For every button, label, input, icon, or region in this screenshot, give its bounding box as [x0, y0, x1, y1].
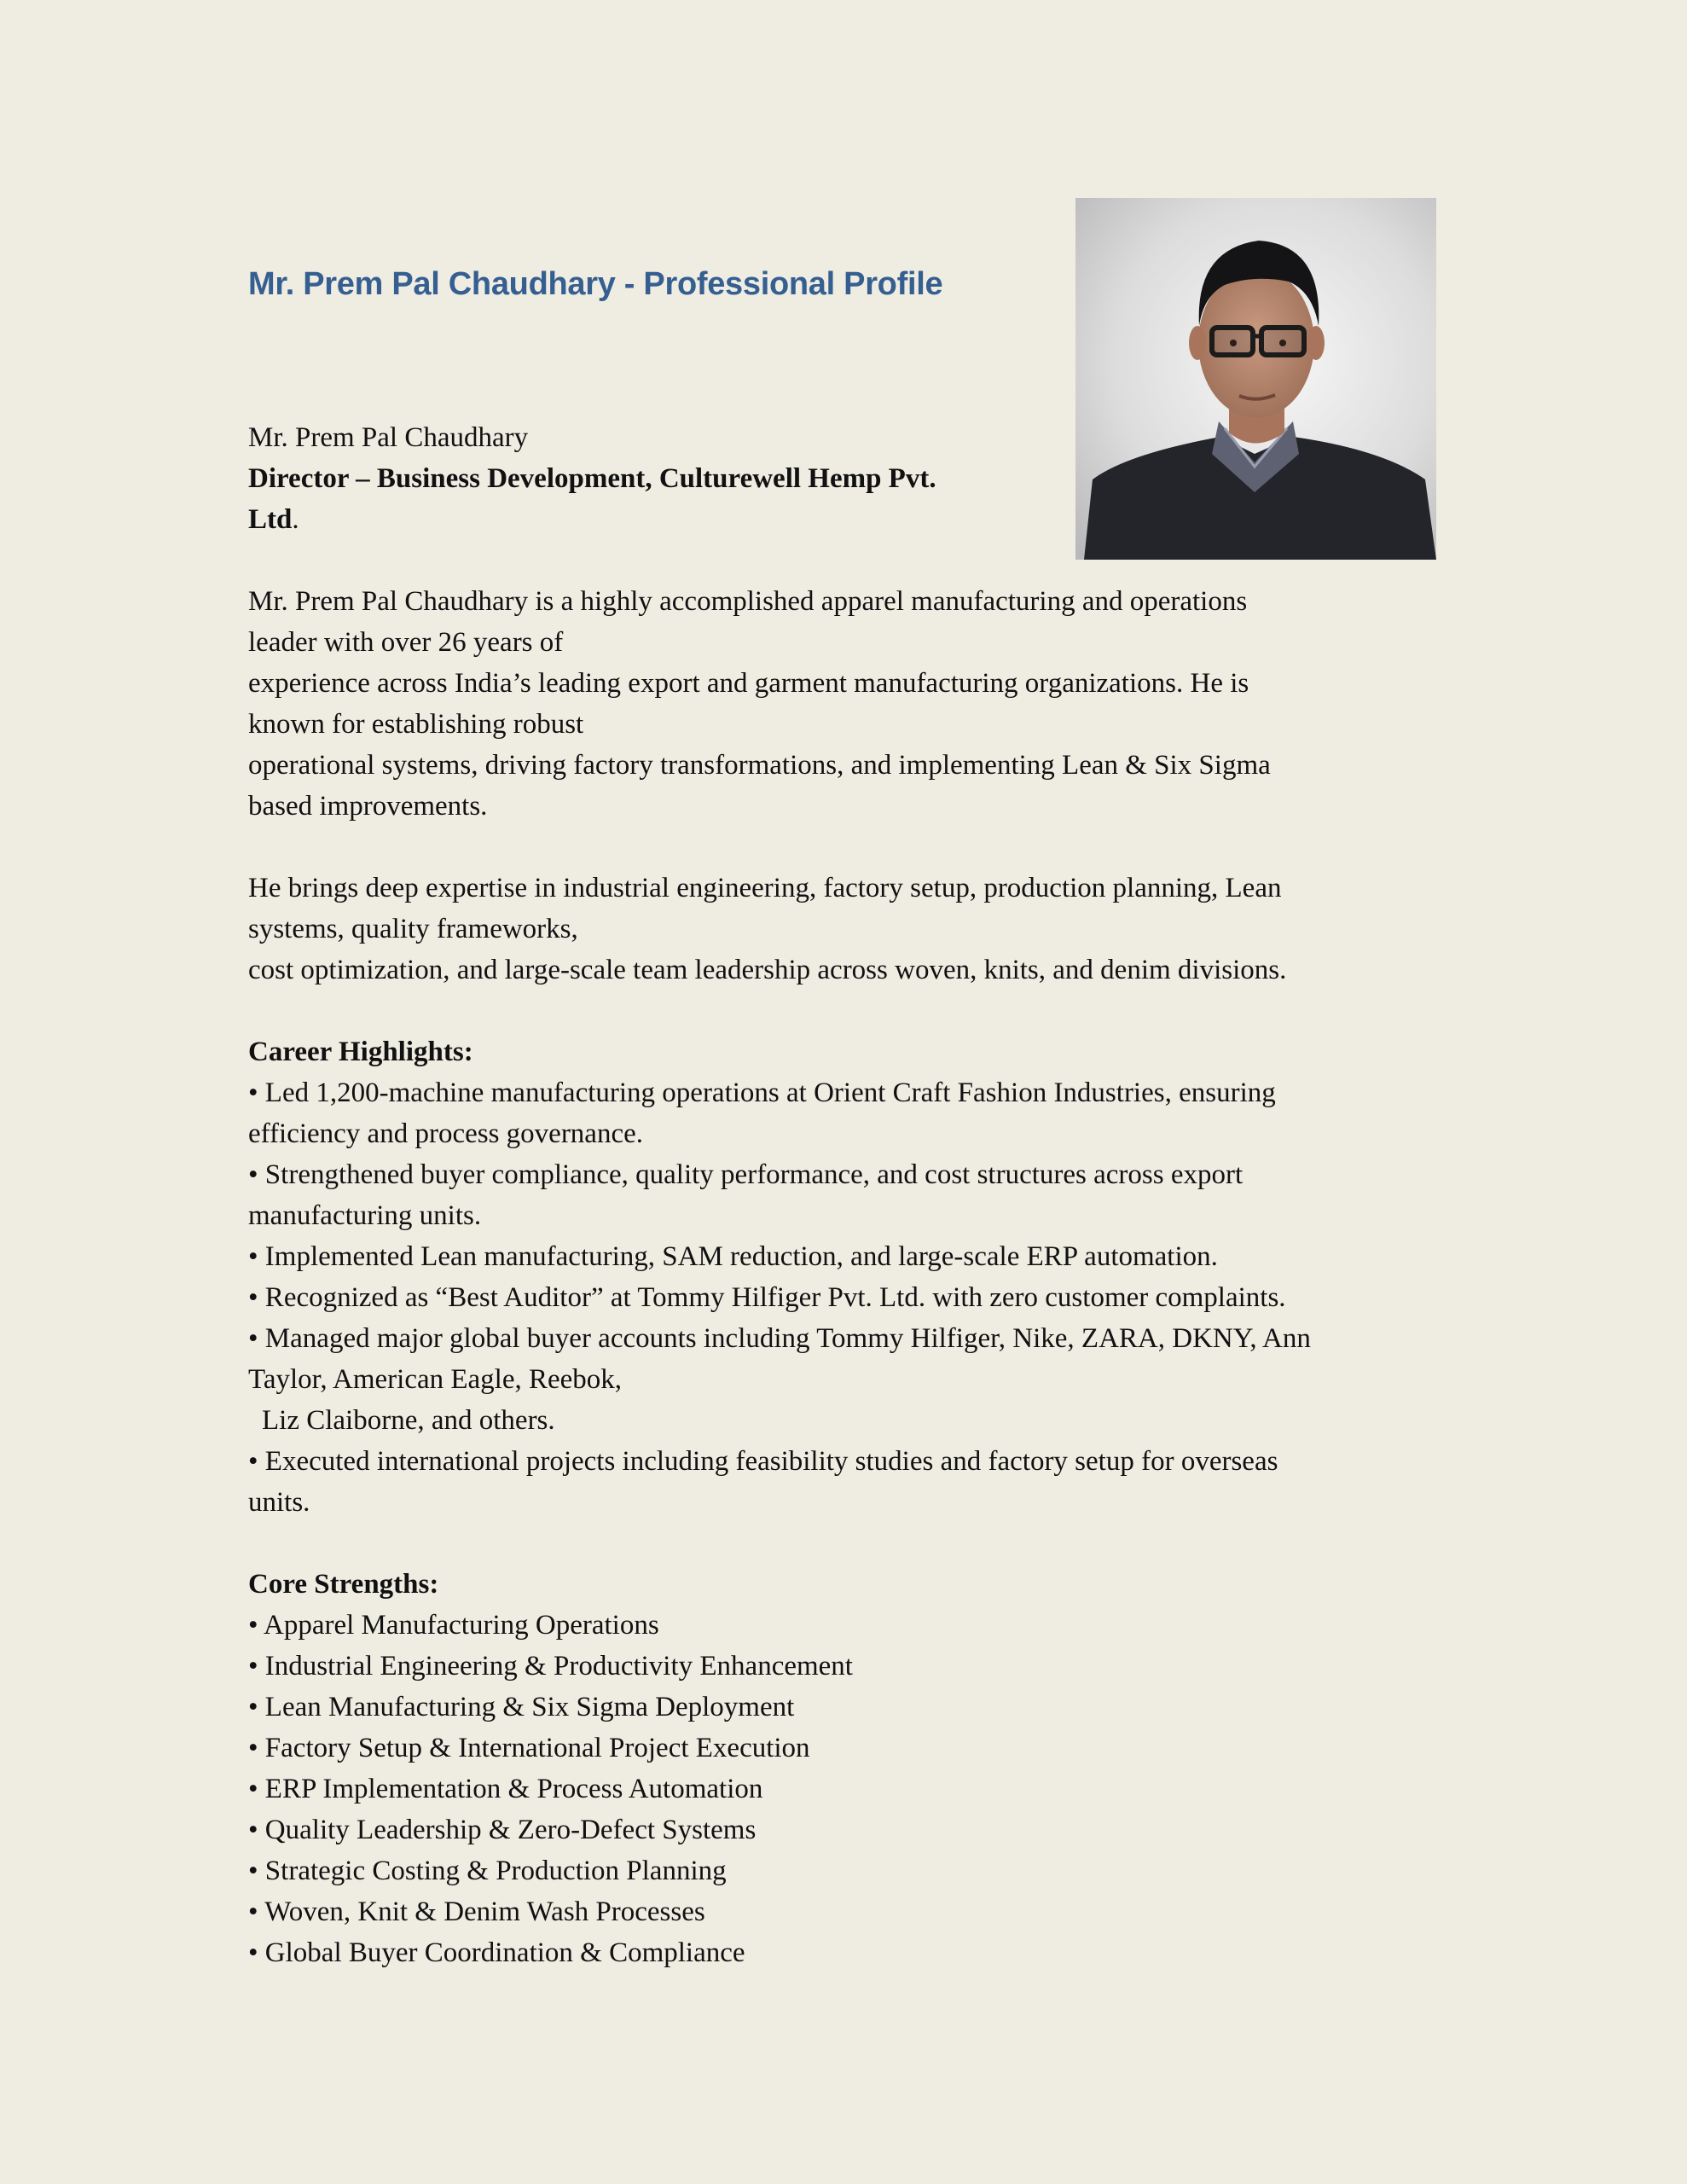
- list-item: • Quality Leadership & Zero-Defect Systems: [248, 1815, 757, 1845]
- list-item: Taylor, American Eagle, Reebok,: [248, 1364, 623, 1395]
- career-highlights-list: [248, 1072, 1442, 1523]
- list-item: • Woven, Knit & Denim Wash Processes: [248, 1896, 705, 1927]
- spacer: [248, 540, 1442, 581]
- core-strengths-list: [248, 1605, 1442, 1973]
- summary-line: operational systems, driving factory transformations, and implementing Lean & Six Sigma: [248, 750, 1271, 781]
- summary-line: He brings deep expertise in industrial engineering, factory setup, production planning, Lean: [248, 873, 1282, 903]
- summary-line: systems, quality frameworks,: [248, 914, 578, 944]
- person-name: Mr. Prem Pal Chaudhary: [248, 422, 529, 453]
- list-item: • Strengthened buyer compliance, quality performance, and cost structures across export: [248, 1159, 1244, 1190]
- list-item: • ERP Implementation & Process Automation: [248, 1774, 763, 1804]
- summary-line: Mr. Prem Pal Chaudhary is a highly accomplished apparel manufacturing and operations: [248, 586, 1248, 617]
- list-item: • Strategic Costing & Production Planning: [248, 1856, 727, 1886]
- person-role-line: Director – Business Development, Culturewell Hemp Pvt.: [248, 463, 936, 494]
- list-item: manufacturing units.: [248, 1200, 482, 1231]
- summary-paragraph-1: [248, 581, 1442, 827]
- list-item: • Managed major global buyer accounts including Tommy Hilfiger, Nike, ZARA, DKNY, Ann: [248, 1323, 1311, 1354]
- person-role-company-suffix: Ltd: [248, 504, 293, 535]
- profile-body: [248, 417, 1442, 1973]
- list-item: • Led 1,200-machine manufacturing operations at Orient Craft Fashion Industries, ensuring: [248, 1077, 1276, 1108]
- spacer: [248, 1523, 1442, 1564]
- list-item: efficiency and process governance.: [248, 1118, 643, 1149]
- summary-paragraph-2: [248, 868, 1442, 990]
- list-item: • Lean Manufacturing & Six Sigma Deployment: [248, 1692, 795, 1722]
- summary-line: leader with over 26 years of: [248, 627, 564, 658]
- core-strengths-heading: Core Strengths:: [248, 1569, 439, 1600]
- list-item: units.: [248, 1487, 310, 1518]
- list-item: • Apparel Manufacturing Operations: [248, 1610, 659, 1641]
- list-item: • Implemented Lean manufacturing, SAM reduction, and large-scale ERP automation.: [248, 1241, 1218, 1272]
- list-item: • Executed international projects including feasibility studies and factory setup for overseas: [248, 1446, 1278, 1477]
- list-item: Liz Claiborne, and others.: [262, 1405, 555, 1436]
- person-role-line-2: [248, 499, 1442, 540]
- list-item: • Industrial Engineering & Productivity Enhancement: [248, 1651, 853, 1682]
- summary-line: known for establishing robust: [248, 709, 584, 740]
- career-highlights-heading: Career Highlights:: [248, 1037, 473, 1067]
- summary-line: experience across India’s leading export and garment manufacturing organizations. He is: [248, 668, 1249, 699]
- list-item: • Global Buyer Coordination & Compliance: [248, 1937, 745, 1968]
- list-item: • Factory Setup & International Project Execution: [248, 1733, 810, 1763]
- page-title: Mr. Prem Pal Chaudhary - Professional Profile: [248, 266, 943, 302]
- spacer: [248, 827, 1442, 868]
- spacer: [248, 990, 1442, 1031]
- summary-line: based improvements.: [248, 791, 488, 822]
- summary-line: cost optimization, and large-scale team leadership across woven, knits, and denim divisions.: [248, 955, 1287, 985]
- list-item: • Recognized as “Best Auditor” at Tommy Hilfiger Pvt. Ltd. with zero customer complaints.: [248, 1282, 1286, 1313]
- person-role-period: .: [292, 504, 299, 535]
